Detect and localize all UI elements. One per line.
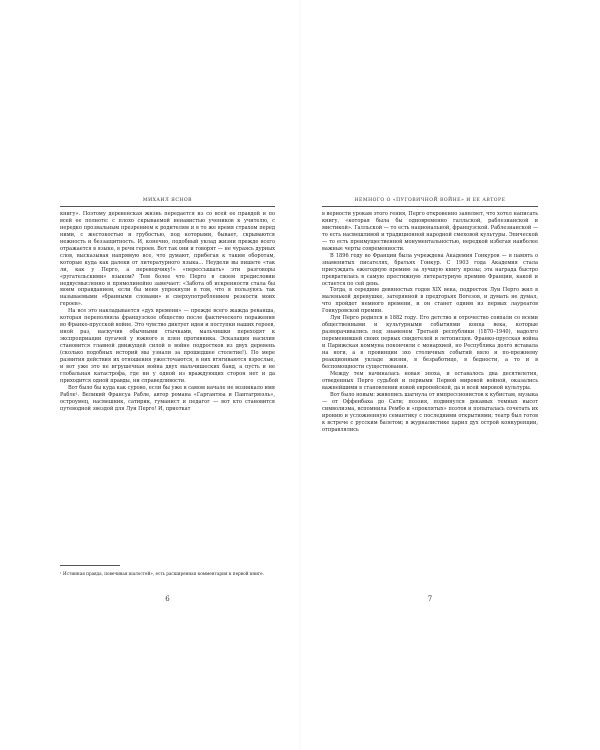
paragraph: Вот было бы куда как сурово, если бы уже в самом начале не возникало имя Рабле¹. Великий Франсуа Рабле, автор романа «Гаргантюа и Пантагрюэль», остроумец, насмешник, сатирик, гуманист и педагог — вот кто становится путеводной звездой для Луи Перго! И, приоткат [60, 384, 275, 412]
paragraph: Вот было новым: живопись шагнула от импрессионистов к кубистам, музыка — от Оффенбаха до Сати; поэзия, подвинулся декамых темных высот символизма, вспомнила Рембо и «проклятых» поэтов и попыталась сочетать их иронию и усложненную семантику с последними открытиями; театр был готов к встрече с русским балетом; в журналистике царил дух острой конкуренции, отправлялись [322, 391, 538, 433]
right-page [322, 0, 538, 750]
footnote: ¹ Истинная правда, повечивая шалостей», есть расширенная комментария к первой книге. [60, 571, 264, 576]
book-gutter [299, 0, 301, 750]
paragraph: Тогда, в середине девяностых годов XIX века, подросток Луи Перго жил в маленькой деревушке, затерянной в предгорьях Вогезов, и думать не думал, что пройдет немного времени, и он станет одним из первых лауреатов Гонкуровской премии. [322, 287, 538, 315]
left-body-text [60, 211, 275, 413]
paragraph: Луи Перго родился в 1882 году. Его детство и отрочество совпали со всеми общественными и культурными событиями конца века, которые разворачивались под знаменем Третьей республики (1870–1940), надолго переменившей своих первых свидетелей и летописцев. Франко-прусская война и Парижская коммуна покончили с монархией, но Республика долго вставала на ноги, а в провинции эхо столичных событий вяло и по-прежнему реакционным укладе жизни, в безработице, в бедности, а то и в беспомощности существования. [322, 315, 538, 370]
paragraph: В 1896 году во Франции была учреждена Академия Гонкуров — в память о знаменитых писателях, братьях Гонкур. С 1903 года Академия стала присуждать ежегодную премию за лучшую книгу прозы; эта награда быстро превратилась в самую престижную литературную премию Франции, какой и остается по сей день. [322, 252, 538, 287]
paragraph: На все это накладывается «дух времени» — прежде всего жажда реванша, которая переполняла французское общество после фактического поражения во Франко-прусской войне. Это чувство диктует идеи и поступки наших героев, иной раз, наскучив обычными стычками, мальчишки переходят к экспроприации пугачей у южного в плен противника. Эскалация насилия становится главной движущей силой в войне подростков из двух деревень (сколько подобных историй мы узнали за прошедшее столетие!). По мере развития действия их отношения ужесточаются, в них втягиваются взрослые, и вот уже это не игрушечная война двух мальчишеских банд, а пусть и не глобальная катастрофа, где ни у одной из враждующих сторон нет и да приходится одной правды, ни справедливости. [60, 308, 275, 384]
left-page [60, 0, 275, 750]
footnote-rule [60, 565, 120, 566]
page-number: 7 [427, 595, 433, 603]
running-head-chapter: НЕМНОГО О «ПУГОВИЧНОЙ ВОЙНЕ» И ЕЕ АВТОРЕ [354, 198, 506, 203]
paragraph: книгу». Поэтому деревенская жизнь передается из со всей ее правдой и по всей ее полноте: с плохо скрываемой ненавистью учеников к учителю, с нередко прозвальным презрением к родителям и в то же время страхом перед ними, с жестокостью и грубостью, под которыми, бывает, скрываются нежность и беззащитность. И, конечно, подобный уклад жизни прежде всего отражается в языке, в речи героев. Вот так они и говорят — не чураясь дурных слов, высказывая напрямую все, что думают, прибегая к таким оборотам, которые куда как далеки от литературного языка… Неудели вы пишете «так ли, как у Перго, а переводчику!» «перессышать» эти разговоры «ругательскими» языком? Тем более что Перго в своем предисловии недвусмысленно и прямолинейно замечает: «Забота об искренности стала бы моим оправданием, если бы меня упрекнули в том, что я пользуюсь так называемыми «бранными словами» и сверхупотреблением резкости моих героев». [60, 211, 275, 308]
page-number: 6 [165, 595, 170, 603]
paragraph: Между тем начиналась новая эпоха, и оставалось два десятилетия, отведенных Перго судьбой и первыми Первой мировой войной, оказались важнейшими в становлении новой европейской, да и всей мировой культуры. [322, 370, 538, 391]
right-body-text [322, 211, 538, 434]
running-head-author: МИХАИЛ ЯСНОВ [142, 198, 193, 203]
paragraph: в верности урокам этого гения, Перго откровенно заявляет, что хотел написать книгу, «которая была бы одновременно галльской, раблезианской и мистикой». Галльской — то есть национальной, французской. Раблезианской — то есть насмешливой и традиционной народной смеховой культуры. Эпической — то есть преимущественной монументальностью, нередкой избегая наиболее важные черты современности. [322, 211, 538, 252]
header-rule [322, 206, 538, 207]
header-rule [60, 206, 275, 207]
